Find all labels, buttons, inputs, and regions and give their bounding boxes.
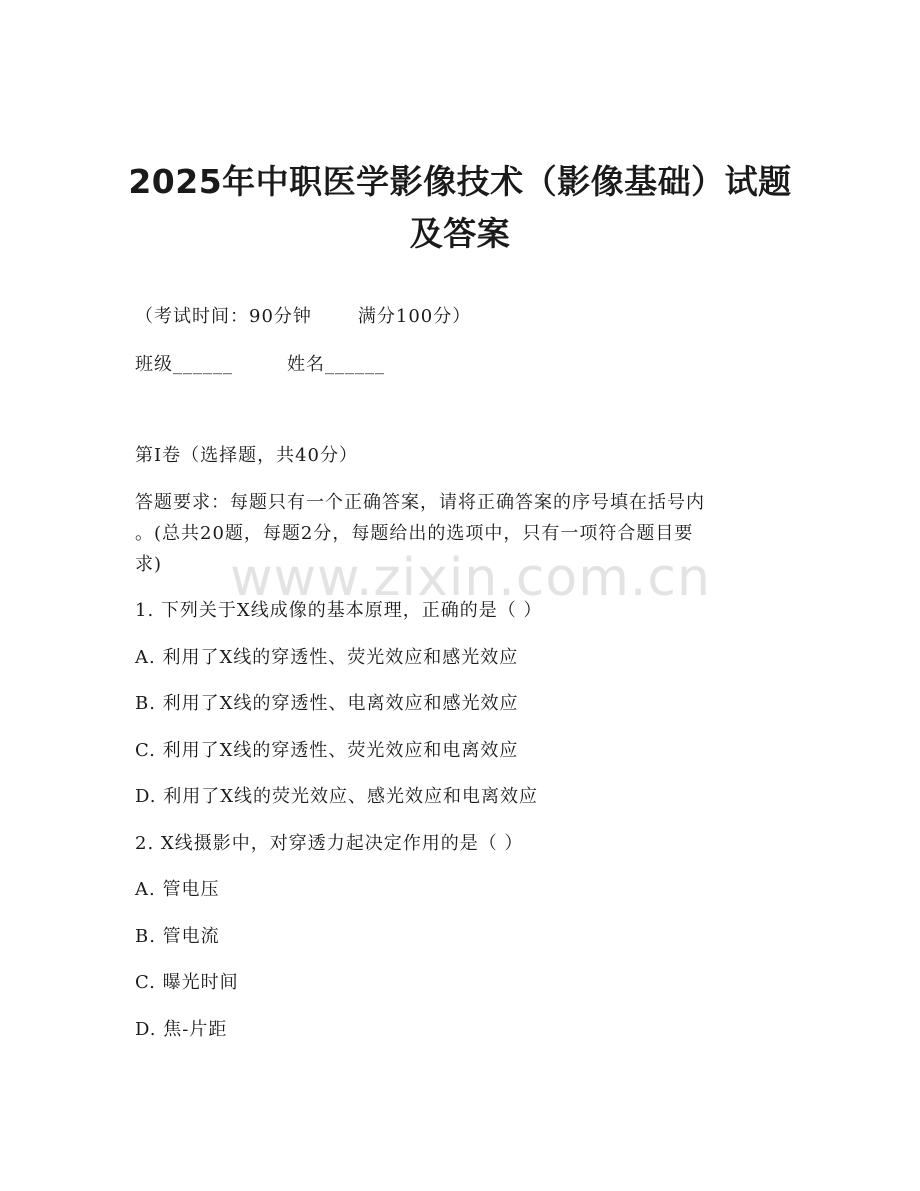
instructions-line-3: 求) [135, 554, 163, 575]
document-title-line-2: 及答案 [409, 214, 511, 253]
class-field: 班级______ [135, 354, 233, 375]
question-2-option-c: C. 曝光时间 [135, 972, 239, 993]
full-score: 满分100分） [357, 306, 472, 327]
instructions-line-2: 。(总共20题，每题2分，每题给出的选项中，只有一项符合题目要 [135, 523, 694, 544]
question-2-option-d: D. 焦-片距 [135, 1019, 228, 1040]
instructions-line-1: 答题要求：每题只有一个正确答案，请将正确答案的序号填在括号内 [135, 492, 705, 513]
exam-info [135, 302, 471, 328]
question-1-stem: 1. 下列关于X线成像的基本原理，正确的是（ ） [135, 600, 543, 621]
question-1-option-a: A. 利用了X线的穿透性、荧光效应和感光效应 [135, 647, 519, 668]
question-1-option-c: C. 利用了X线的穿透性、荧光效应和电离效应 [135, 740, 519, 761]
question-2-option-a: A. 管电压 [135, 879, 220, 900]
name-field: 姓名______ [287, 354, 385, 375]
question-2-option-b: B. 管电流 [135, 926, 220, 947]
student-info [135, 350, 385, 376]
watermark: www.zixin.com.cn [230, 548, 711, 608]
question-1-option-b: B. 利用了X线的穿透性、电离效应和感光效应 [135, 693, 519, 714]
exam-time: （考试时间：90分钟 [135, 306, 312, 327]
section-title: 第I卷（选择题，共40分） [135, 445, 359, 466]
question-2-stem: 2. X线摄影中，对穿透力起决定作用的是（ ） [135, 833, 524, 854]
question-1-option-d: D. 利用了X线的荧光效应、感光效应和电离效应 [135, 786, 539, 807]
document-title-line-1: 2025年中职医学影像技术（影像基础）试题 [128, 162, 792, 201]
